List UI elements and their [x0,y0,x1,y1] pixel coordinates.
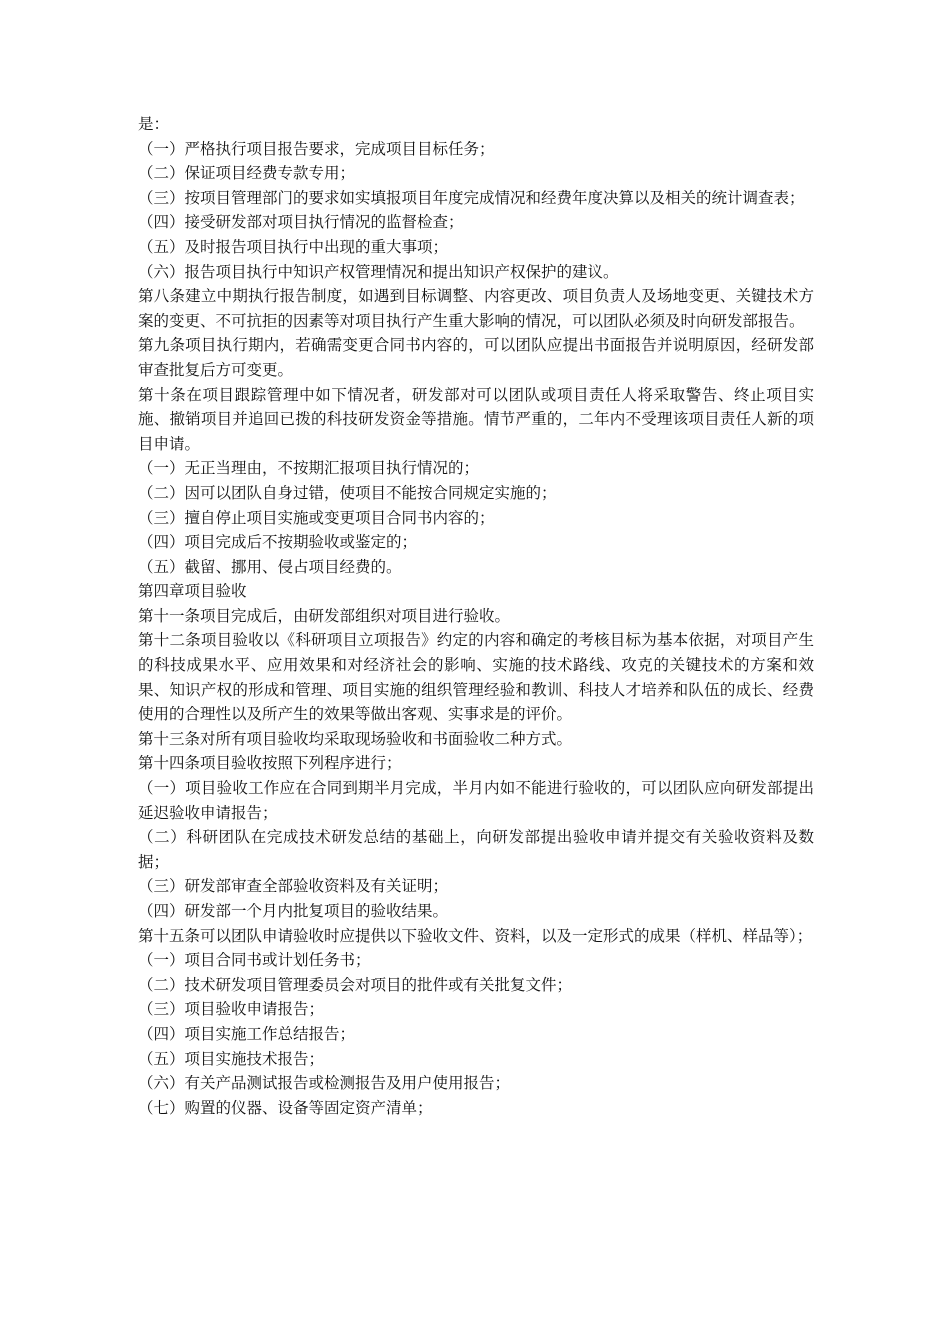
paragraph: （五）截留、挪用、侵占项目经费的。 [138,557,402,576]
paragraph: （三）擅自停止项目实施或变更项目合同书内容的； [138,508,495,527]
paragraph: （六）有关产品测试报告或检测报告及用户使用报告； [138,1074,511,1093]
paragraph: （四）项目完成后不按期验收或鉴定的； [138,533,418,552]
paragraph: （五）项目实施技术报告； [138,1049,325,1068]
paragraph: （五）及时报告项目执行中出现的重大事项； [138,237,449,256]
paragraph: 是： [138,115,170,133]
paragraph: 第九条项目执行期内，若确需变更合同书内容的，可以团队应提出书面报告并说明原因，经研发部审查批复后方可变更。 [138,336,814,379]
paragraph: （二）保证项目经费专款专用； [138,164,356,183]
document-body [138,112,814,1120]
paragraph: 第十一条项目完成后，由研发部组织对项目进行验收。 [138,606,511,625]
paragraph: （三）按项目管理部门的要求如实填报项目年度完成情况和经费年度决算以及相关的统计调查表； [138,188,805,207]
paragraph: （三）研发部审查全部验收资料及有关证明； [138,877,449,896]
paragraph: 第十二条项目验收以《科研项目立项报告》约定的内容和确定的考核目标为基本依据，对项目产生的科技成果水平、应用效果和对经济社会的影响、实施的技术路线、攻克的关键技术的方案和效果、知识产权的形成和管理、项目实施的组织管理经验和教训、科技人才培养和队伍的成长、经费使用的合理性以及所产生的效果等做出客观、实事求是的评价。 [138,631,814,724]
paragraph: （四）接受研发部对项目执行情况的监督检查； [138,213,464,232]
paragraph: 第十四条项目验收按照下列程序进行； [138,754,402,773]
paragraph: （一）项目合同书或计划任务书； [138,951,371,970]
paragraph: （七）购置的仪器、设备等固定资产清单； [138,1098,433,1117]
paragraph: （三）项目验收申请报告； [138,1000,325,1019]
paragraph: （一）项目验收工作应在合同到期半月完成，半月内如不能进行验收的，可以团队应向研发部提出延迟验收申请报告； [138,779,814,822]
paragraph: （一）无正当理由，不按期汇报项目执行情况的； [138,459,480,478]
paragraph: 第十条在项目跟踪管理中如下情况者，研发部对可以团队或项目责任人将采取警告、终止项目实施、撤销项目并追回已拨的科技研发资金等措施。情节严重的，二年内不受理该项目责任人新的项目申请。 [138,385,814,453]
paragraph: （四）研发部一个月内批复项目的验收结果。 [138,902,449,920]
paragraph: （四）项目实施工作总结报告； [138,1024,356,1043]
paragraph: （二）因可以团队自身过错，使项目不能按合同规定实施的； [138,483,557,502]
paragraph: 第八条建立中期执行报告制度，如遇到目标调整、内容更改、项目负责人及场地变更、关键技术方案的变更、不可抗拒的因素等对项目执行产生重大影响的情况，可以团队必须及时向研发部报告。 [138,287,814,330]
paragraph: 第四章项目验收 [138,582,247,601]
paragraph: （二）技术研发项目管理委员会对项目的批件或有关批复文件； [138,975,573,994]
paragraph: （一）严格执行项目报告要求，完成项目目标任务； [138,139,495,158]
paragraph: 第十五条可以团队申请验收时应提供以下验收文件、资料，以及一定形式的成果（样机、样品等）； [138,926,813,945]
paragraph: （二）科研团队在完成技术研发总结的基础上，向研发部提出验收申请并提交有关验收资料及数据； [138,828,814,871]
paragraph: 第十三条对所有项目验收均采取现场验收和书面验收二种方式。 [138,729,573,748]
paragraph: （六）报告项目执行中知识产权管理情况和提出知识产权保护的建议。 [138,262,619,281]
